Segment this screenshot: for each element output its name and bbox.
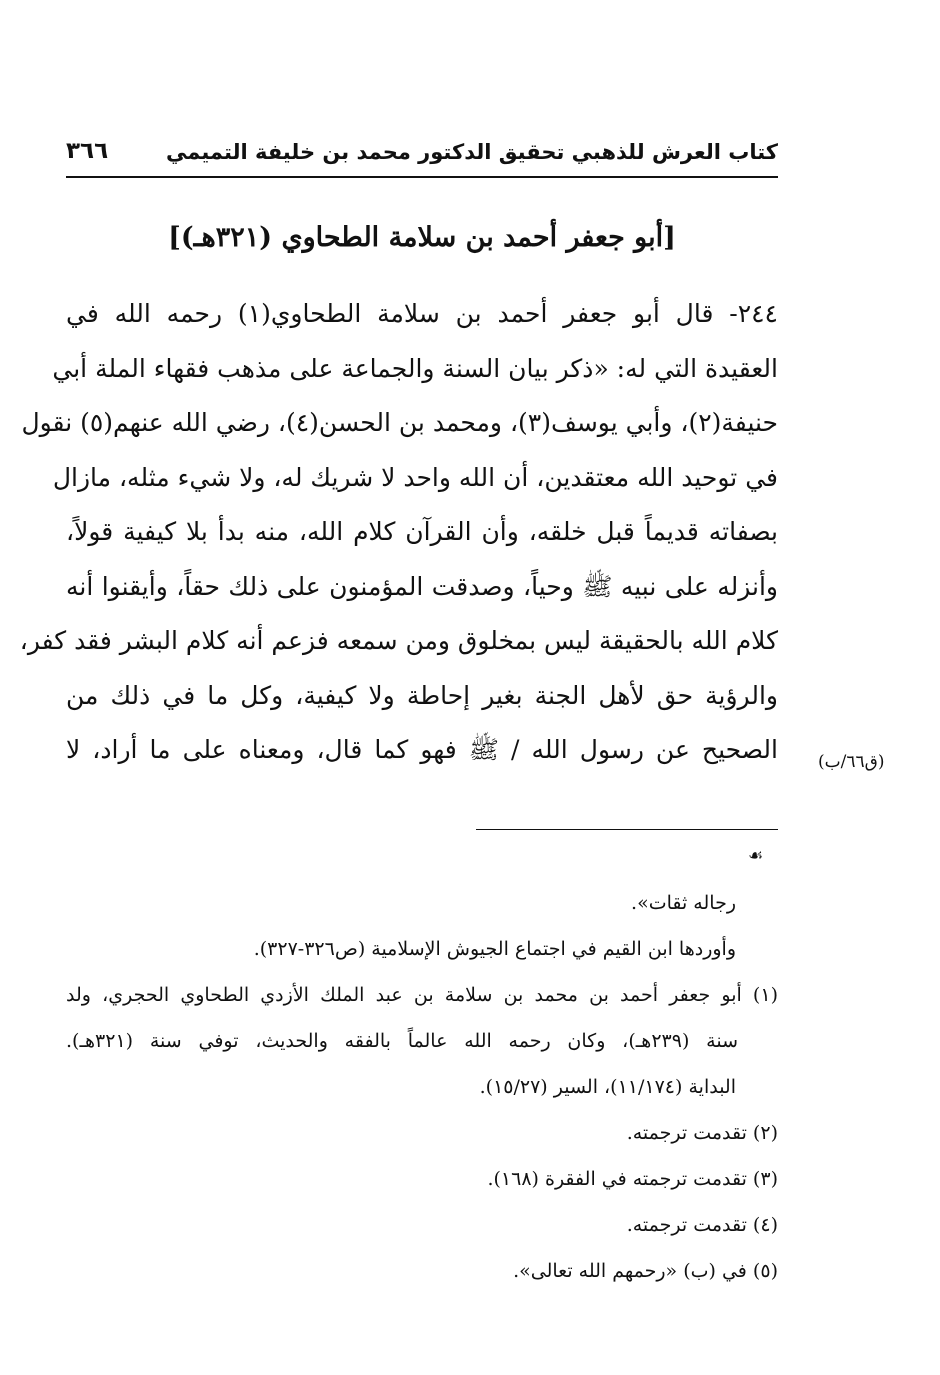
footnote-line: (٣) تقدمت ترجمته في الفقرة (١٦٨). <box>487 1168 778 1190</box>
text-line: العقيدة التي له: «ذكر بيان السنة والجماعة على مذهب فقهاء الملة أبي <box>52 353 778 383</box>
footnote-line: (٥) في (ب) «رحمهم الله تعالى». <box>513 1260 778 1282</box>
manuscript-folio-note: (ق٦٦/ب) <box>818 752 885 772</box>
footnote-line: البداية (١١/١٧٤)، السير (١٥/٢٧). <box>479 1076 736 1098</box>
footnote-line: (٢) تقدمت ترجمته. <box>626 1122 778 1144</box>
footnote-line: (٤) تقدمت ترجمته. <box>626 1214 778 1236</box>
footnote-marker-icon: ☙ <box>748 846 764 866</box>
text-line: والرؤية حق لأهل الجنة بغير إحاطة ولا كيفية، وكل ما في ذلك من <box>66 680 778 710</box>
footnote-line: رجاله ثقات». <box>631 892 736 914</box>
running-header <box>66 138 778 174</box>
text-line: وأنزله على نبيه ﷺ وحياً، وصدقت المؤمنون على ذلك حقاً، وأيقنوا أنه <box>66 571 778 601</box>
text-line: الصحيح عن رسول الله / ﷺ فهو كما قال، ومعناه على ما أراد، لا <box>66 735 778 764</box>
page-number: ٣٦٦ <box>66 138 109 164</box>
text-line: في توحيد الله معتقدين، أن الله واحد لا شريك له، ولا شيء مثله، مازال <box>52 462 778 492</box>
text-line: ٢٤٤- قال أبو جعفر أحمد بن سلامة الطحاوي(١) رحمه الله في <box>66 299 778 328</box>
text-line: بصفاته قديماً قبل خلقه، وأن القرآن كلام الله، منه بدأ بلا كيفية قولاً، <box>66 517 778 546</box>
footnote-line: سنة (٢٣٩هـ)، وكان رحمه الله عالماً بالفقه والحديث، توفي سنة (٣٢١هـ). <box>66 1030 738 1052</box>
footnote-line: (١) أبو جعفر أحمد بن محمد بن سلامة بن عبد الملك الأزدي الطحاوي الحجري، ولد <box>66 984 778 1006</box>
footnote-divider <box>476 829 778 830</box>
section-title: [أبو جعفر أحمد بن سلامة الطحاوي (٣٢١هـ)] <box>168 222 676 253</box>
header-divider <box>66 176 778 178</box>
footnote-line: وأوردها ابن القيم في اجتماع الجيوش الإسلامية (ص٣٢٦-٣٢٧). <box>253 938 736 960</box>
text-line: كلام الله بالحقيقة ليس بمخلوق ومن سمعه فزعم أنه كلام البشر فقد كفر، <box>19 626 778 655</box>
text-line: حنيفة(٢)، وأبي يوسف(٣)، ومحمد بن الحسن(٤)، رضي الله عنهم(٥) نقول <box>21 408 778 437</box>
footnotes <box>66 880 778 1294</box>
main-text <box>19 287 778 778</box>
header-title: كتاب العرش للذهبي تحقيق الدكتور محمد بن خليفة التميمي <box>166 140 778 164</box>
